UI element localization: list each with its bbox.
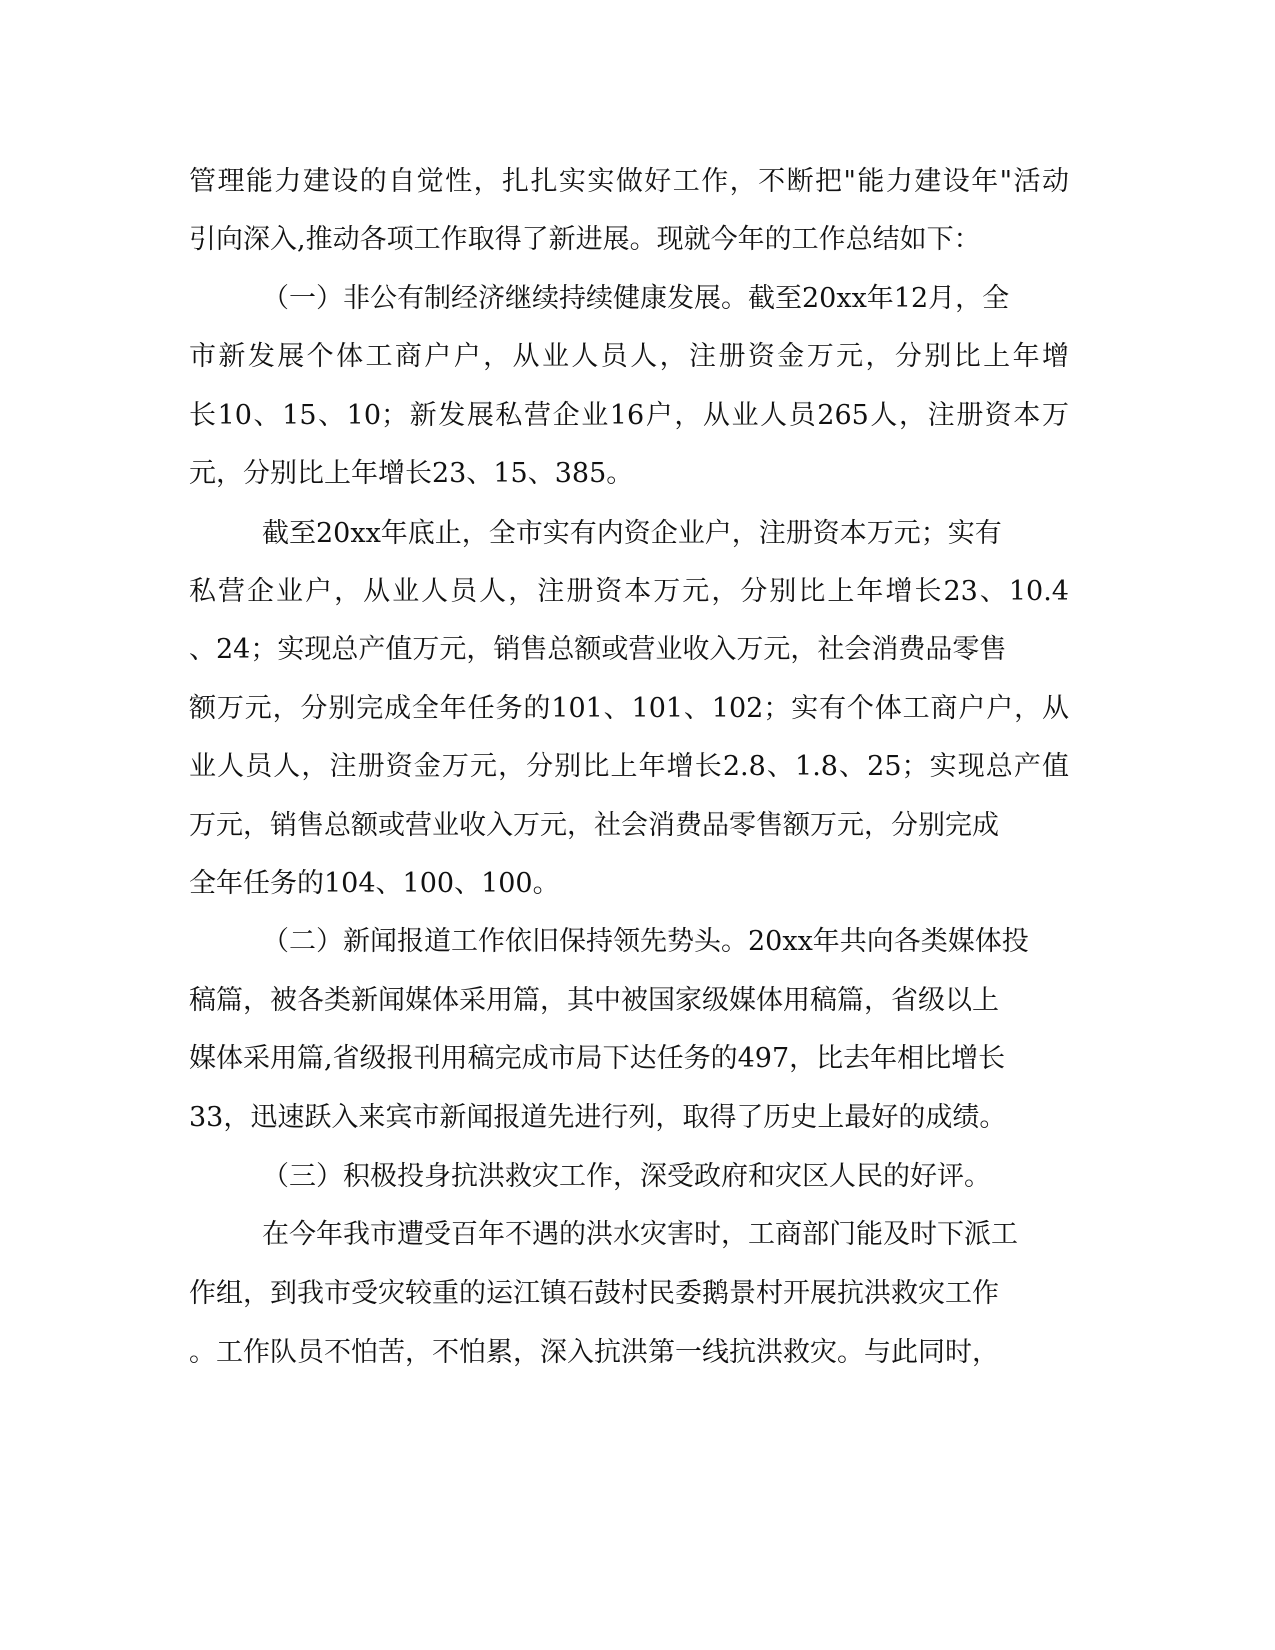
text-line: 截至20xx年底止，全市实有内资企业户，注册资本万元；实有 bbox=[262, 518, 1002, 549]
text-line: 稿篇，被各类新闻媒体采用篇，其中被国家级媒体用稿篇，省级以上 bbox=[189, 985, 999, 1016]
text-line: （一）非公有制经济继续持续健康发展。截至20xx年12月，全 bbox=[262, 283, 1010, 314]
text-line: 管理能力建设的自觉性，扎扎实实做好工作，不断把"能力建设年"活动 bbox=[189, 166, 1069, 197]
text-line: 额万元，分别完成全年任务的101、101、102；实有个体工商户户，从 bbox=[189, 693, 1069, 724]
text-line: 全年任务的104、100、100。 bbox=[189, 868, 560, 899]
text-line: 33，迅速跃入来宾市新闻报道先进行列，取得了历史上最好的成绩。 bbox=[189, 1102, 1007, 1133]
text-line: 私营企业户，从业人员人，注册资本万元，分别比上年增长23、10.4 bbox=[189, 576, 1069, 607]
text-line: 媒体采用篇,省级报刊用稿完成市局下达任务的497，比去年相比增长 bbox=[189, 1043, 1006, 1074]
text-line: （二）新闻报道工作依旧保持领先势头。20xx年共向各类媒体投 bbox=[262, 926, 1029, 957]
text-line: 作组，到我市受灾较重的运江镇石鼓村民委鹅景村开展抗洪救灾工作 bbox=[189, 1278, 999, 1309]
text-line: 长10、15、10；新发展私营企业16户，从业人员265人，注册资本万 bbox=[189, 400, 1069, 431]
text-line: 元，分别比上年增长23、15、385。 bbox=[189, 458, 634, 489]
text-line: 。工作队员不怕苦，不怕累，深入抗洪第一线抗洪救灾。与此同时， bbox=[189, 1337, 999, 1368]
text-line: 在今年我市遭受百年不遇的洪水灾害时，工商部门能及时下派工 bbox=[262, 1219, 1018, 1250]
text-line: （三）积极投身抗洪救灾工作，深受政府和灾区人民的好评。 bbox=[262, 1161, 991, 1192]
text-line: 万元，销售总额或营业收入万元，社会消费品零售额万元，分别完成 bbox=[189, 810, 999, 841]
text-line: 、24；实现总产值万元，销售总额或营业收入万元，社会消费品零售 bbox=[189, 634, 1007, 665]
text-line: 引向深入,推动各项工作取得了新进展。现就今年的工作总结如下： bbox=[189, 224, 981, 255]
text-line: 市新发展个体工商户户，从业人员人，注册资金万元，分别比上年增 bbox=[189, 341, 1069, 372]
text-line: 业人员人，注册资金万元，分别比上年增长2.8、1.8、25；实现总产值 bbox=[189, 751, 1069, 782]
